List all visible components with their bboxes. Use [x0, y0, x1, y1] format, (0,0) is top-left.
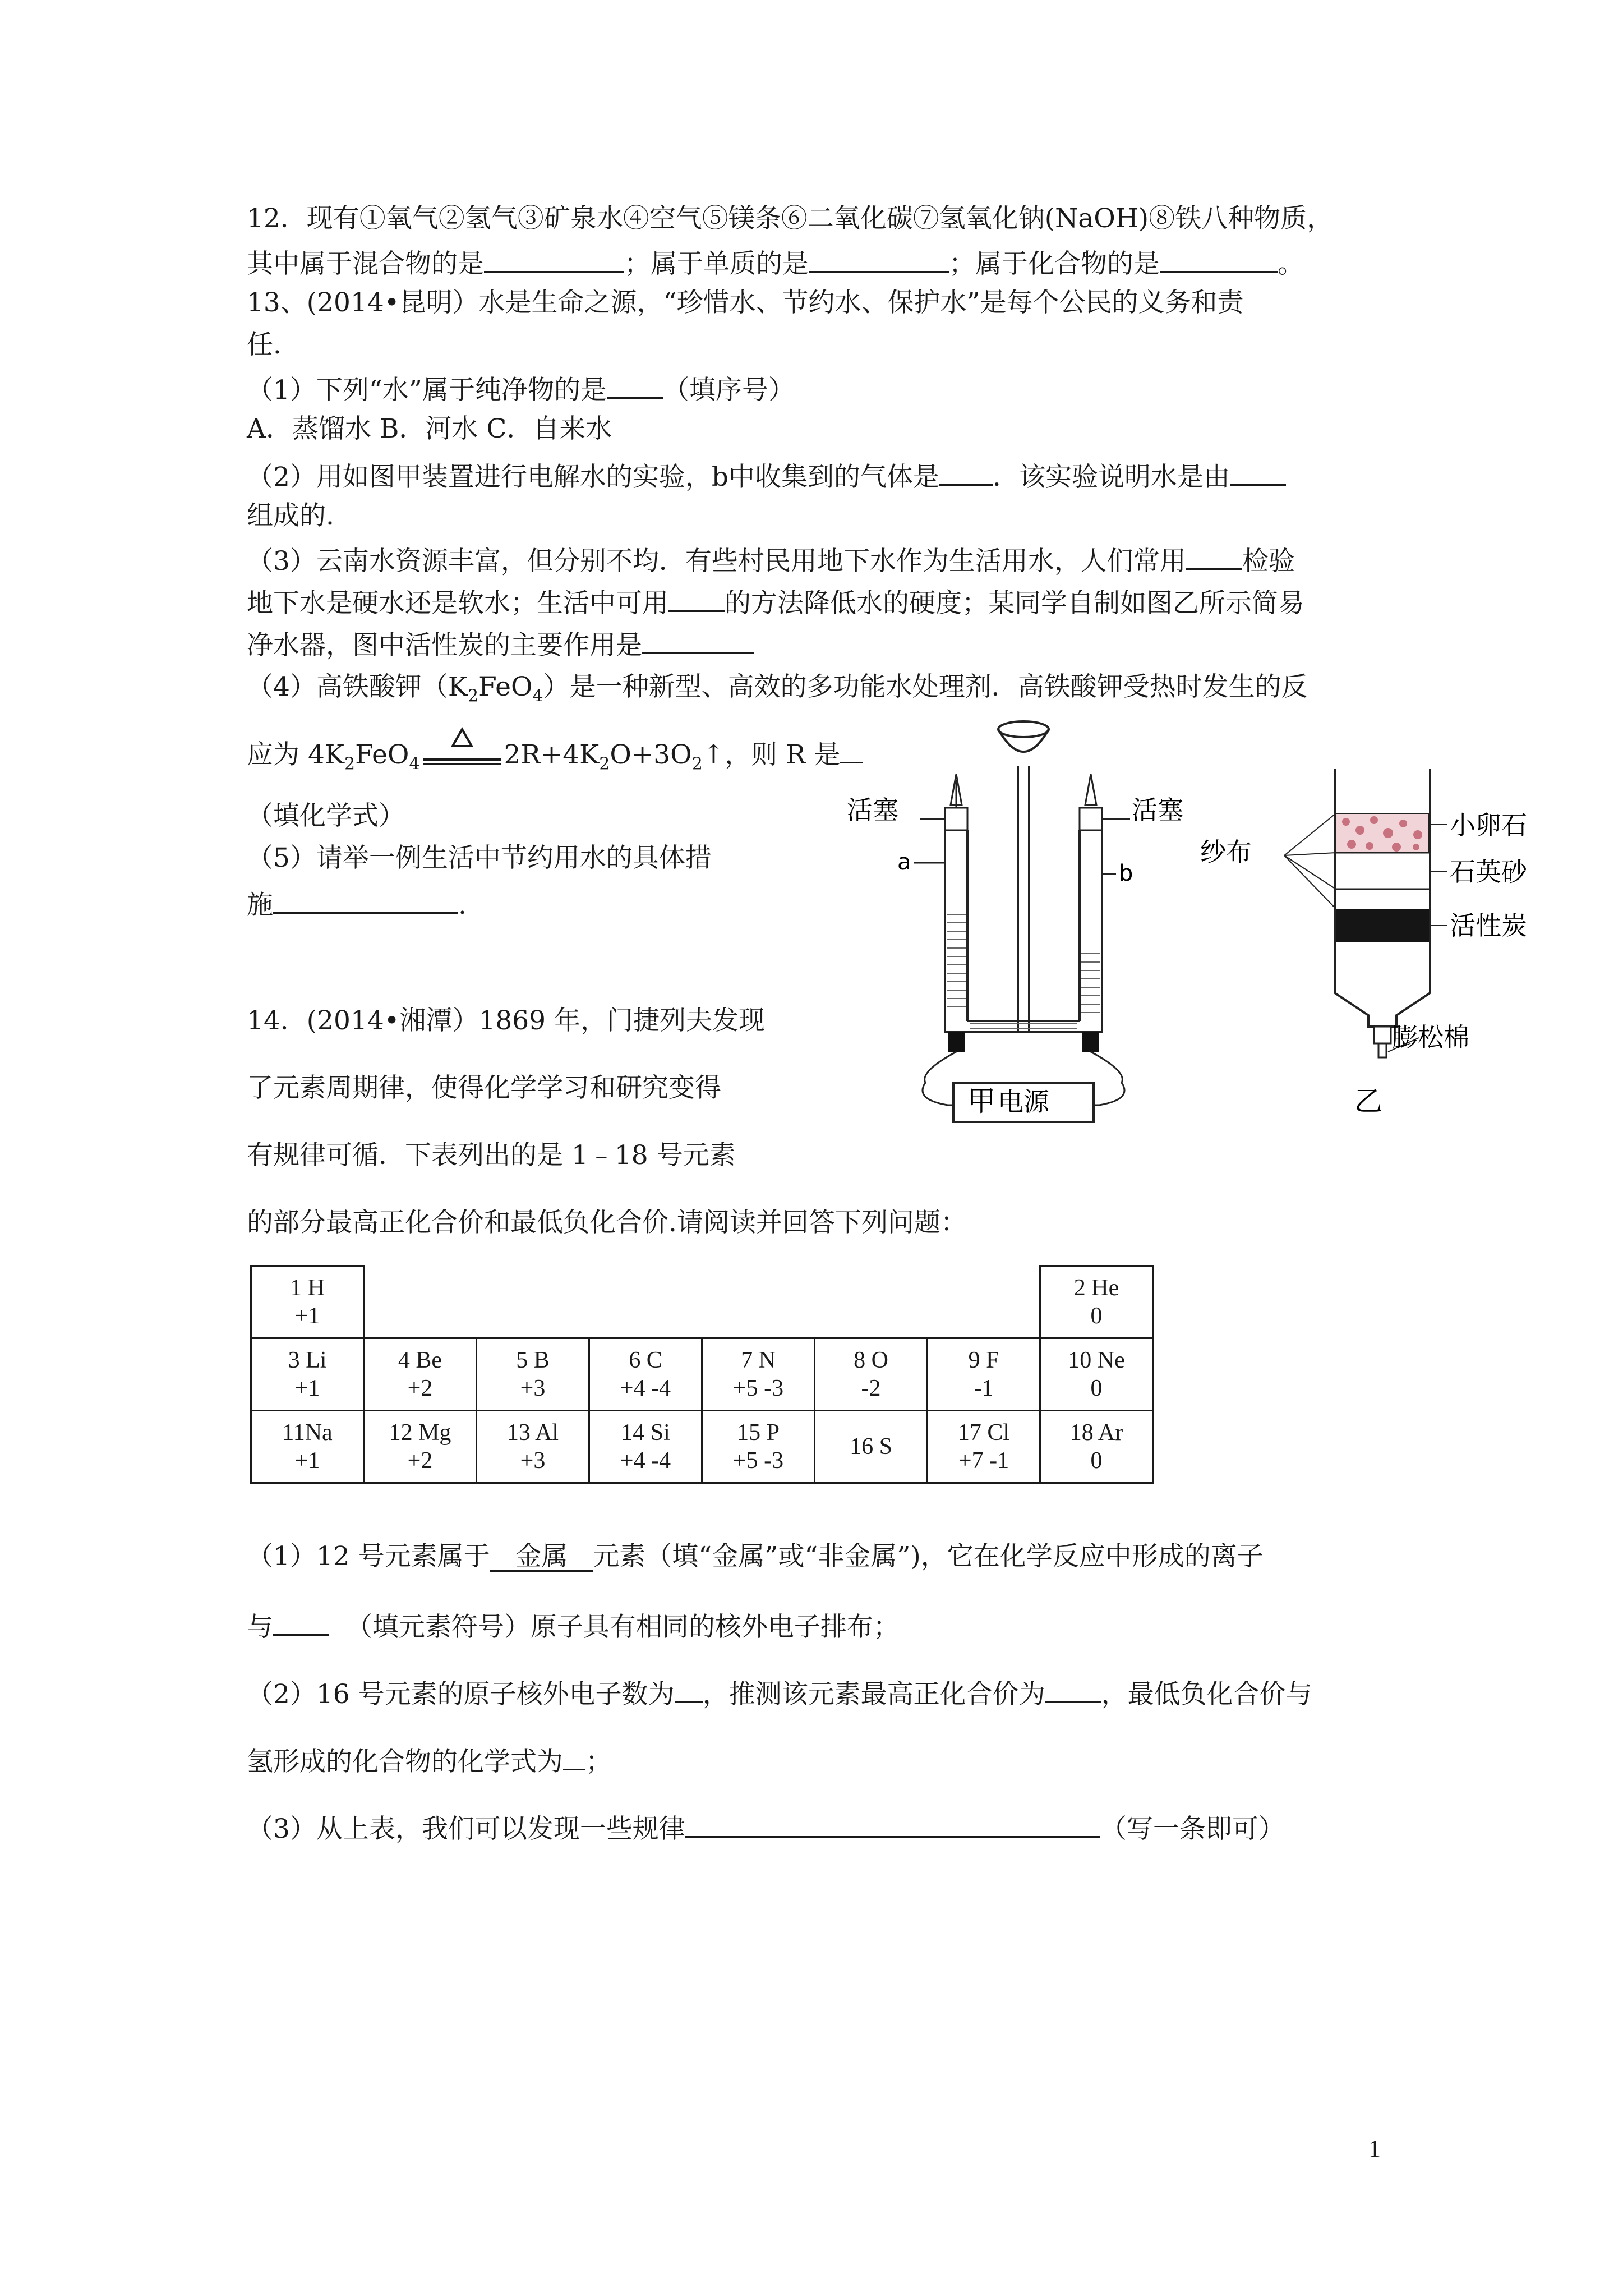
q14-part1-answer-text: 金属 — [515, 1541, 568, 1572]
q13-part3-text4: 的方法降低水的硬度；某同学自制如图乙所示简易 — [725, 588, 1304, 619]
q13-part1-blank[interactable] — [607, 370, 663, 399]
q13-part2-text2: ．该实验说明水是由 — [993, 462, 1230, 493]
q13-part4-sub2: 4 — [532, 686, 543, 706]
heat-arrow-icon — [420, 747, 504, 781]
cell-valence: +5 -3 — [732, 1375, 784, 1401]
q13-part4-t1: （4）高铁酸钾（K — [247, 671, 468, 702]
stopcock-right-label: 活塞 — [1132, 795, 1183, 825]
q12-compound-label: ；属于化合物的是 — [949, 249, 1160, 279]
cell-symbol: 4 Be — [398, 1347, 442, 1373]
q13-part3-line1 — [247, 541, 1295, 578]
diagram-jia-caption — [948, 1077, 1015, 1122]
cell-valence: +2 — [407, 1375, 433, 1401]
cotton-label: 膨松棉 — [1392, 1022, 1469, 1052]
cell-symbol: 7 N — [741, 1347, 776, 1373]
q13-part3-text: （3）云南水资源丰富，但分别不均．有些村民用地下水作为生活用水，人们常用 — [247, 546, 1186, 577]
cell-valence: +3 — [520, 1448, 546, 1474]
q13-part3-test-blank[interactable] — [1186, 541, 1242, 570]
cell-symbol: 5 B — [516, 1347, 550, 1373]
pebbles-label: 小卵石 — [1450, 810, 1527, 840]
diagram-yi-caption — [1335, 1077, 1402, 1122]
table-cell — [1040, 1411, 1153, 1483]
cell-valence: -1 — [974, 1375, 994, 1401]
cell-valence: 0 — [1090, 1375, 1103, 1401]
q13-options: A．蒸馏水 B．河水 C．自来水 — [247, 413, 612, 444]
q13-part4-t3: ）是一种新型、高效的多功能水处理剂．高铁酸钾受热时发生的反 — [543, 671, 1308, 702]
q14-part2-text2: ，推测该元素最高正化合价为 — [702, 1679, 1045, 1710]
cell-valence: +4 -4 — [620, 1375, 671, 1401]
gauze-label: 纱布 — [1200, 837, 1252, 867]
eq-feo: FeO — [355, 739, 409, 770]
cell-valence: +1 — [294, 1303, 320, 1329]
q13-part5-blank[interactable] — [273, 885, 458, 914]
q13-part5-text: 施 — [247, 890, 273, 921]
table-cell-he — [1040, 1266, 1153, 1338]
table-gap — [364, 1266, 1040, 1338]
q13-part4-hint: （填化学式） — [247, 800, 405, 831]
q14-part1-text3: 与 — [247, 1612, 273, 1642]
table-cell — [928, 1338, 1040, 1411]
page-number: 1 — [1368, 2135, 1381, 2162]
q12-mixture-label: 其中属于混合物的是 — [247, 249, 484, 279]
table-cell — [1040, 1338, 1153, 1411]
q14-part2-text4: 氢形成的化合物的化学式为 — [247, 1746, 563, 1777]
quartz-sand-label: 石英砂 — [1450, 857, 1527, 887]
cell-valence: +1 — [294, 1448, 320, 1474]
q14-part1-text4: （填元素符号）原子具有相同的核外电子排布； — [345, 1612, 900, 1642]
element-valence-table — [250, 1265, 1154, 1484]
table-cell — [477, 1411, 589, 1483]
q14-part1-line1 — [247, 1540, 1264, 1573]
eq-sub4: 2 — [691, 754, 703, 774]
table-row — [251, 1411, 1153, 1483]
q13-part4-equation — [247, 735, 863, 781]
q13-part2-end: 组成的. — [247, 500, 334, 531]
table-row — [251, 1338, 1153, 1411]
q13-part3-text2: 检验 — [1242, 546, 1295, 577]
cell-symbol: 17 Cl — [957, 1420, 1010, 1446]
table-cell — [589, 1338, 702, 1411]
eq-sub1: 2 — [344, 754, 356, 774]
eq-post: ↑，则 R 是 — [702, 739, 841, 770]
cell-symbol: 14 Si — [621, 1420, 670, 1446]
activated-carbon-label: 活性炭 — [1450, 910, 1527, 941]
table-cell — [251, 1411, 364, 1483]
table-cell-h — [251, 1266, 364, 1338]
q14-part3-rule-blank[interactable] — [685, 1809, 1100, 1838]
cell-valence: +4 -4 — [620, 1448, 671, 1474]
q14-line1: 14．(2014•湘潭）1869 年，门捷列夫发现 — [247, 1005, 766, 1036]
q14-part2-line1 — [247, 1674, 1312, 1711]
q13-part5-period: . — [458, 890, 467, 921]
q13-part1-hint: （填序号） — [662, 375, 795, 406]
q13-part5-line1: （5）请举一例生活中节约用水的具体措 — [247, 843, 712, 873]
q13-part3-text5: 净水器，图中活性炭的主要作用是 — [247, 630, 642, 661]
q12-compound-blank[interactable] — [1160, 244, 1278, 273]
q12-mixture-blank[interactable] — [484, 244, 624, 273]
table-cell — [477, 1338, 589, 1411]
eq-sub3: 2 — [599, 754, 610, 774]
cell-valence: +3 — [520, 1375, 546, 1401]
q13-part3-line3 — [247, 625, 754, 662]
eq-sub2: 4 — [409, 754, 420, 774]
q14-part2-line2 — [247, 1742, 612, 1779]
cell-symbol: 16 S — [850, 1434, 892, 1460]
q14-part1-symbol-blank[interactable] — [273, 1607, 329, 1636]
cell-symbol: 6 C — [629, 1347, 662, 1373]
eq-o2: O+3O — [610, 739, 692, 770]
cell-symbol: 11Na — [282, 1420, 333, 1446]
q13-part2-composition-blank[interactable] — [1230, 457, 1286, 486]
table-cell — [251, 1338, 364, 1411]
cell-symbol: 8 O — [854, 1347, 888, 1373]
cell-valence: -2 — [861, 1375, 881, 1401]
q14-part1-text: （1）12 号元素属于 — [247, 1541, 490, 1572]
q14-part2-valence-blank[interactable] — [1045, 1674, 1101, 1703]
cell-symbol: 9 F — [968, 1347, 999, 1373]
q13-part4-sub1: 2 — [468, 686, 479, 706]
cell-symbol: 18 Ar — [1069, 1420, 1123, 1446]
q14-part3-text: （3）从上表，我们可以发现一些规律 — [247, 1814, 685, 1844]
q14-part3 — [247, 1809, 1285, 1846]
q13-part1 — [247, 370, 795, 407]
q13-part3-line2 — [247, 583, 1304, 620]
table-row — [251, 1266, 1153, 1338]
cell-symbol: 12 Mg — [389, 1420, 451, 1446]
electrolysis-apparatus-diagram — [836, 712, 1228, 1133]
q13-part4-line1 — [247, 670, 1308, 713]
stopcock-left-label: 活塞 — [847, 795, 898, 825]
q13-part1-text: （1）下列“水”属于纯净物的是 — [247, 375, 607, 406]
cell-symbol: 3 Li — [288, 1347, 327, 1373]
q12-line2 — [247, 244, 1304, 281]
q13-line1: 13、(2014•昆明）水是生命之源，“珍惜水、节约水、保护水”是每个公民的义务和责 — [247, 287, 1244, 318]
table-cell — [702, 1338, 815, 1411]
table-cell — [815, 1338, 928, 1411]
q14-part2-text3: ，最低负化合价与 — [1101, 1679, 1312, 1710]
q14-part2-semicolon: ； — [585, 1746, 612, 1777]
q12-element-blank[interactable] — [809, 244, 949, 273]
cell-valence: 0 — [1090, 1303, 1103, 1329]
table-cell — [702, 1411, 815, 1483]
q13-part5-line2 — [247, 885, 467, 922]
table-cell-sulfur — [815, 1411, 928, 1483]
q14-part3-hint: （写一条即可） — [1100, 1814, 1285, 1844]
q12-element-label: ；属于单质的是 — [624, 249, 809, 279]
q13-part2-text: （2）用如图甲装置进行电解水的实验，b中收集到的气体是 — [247, 462, 939, 493]
table-cell — [589, 1411, 702, 1483]
q14-part2-electron-blank[interactable] — [675, 1674, 703, 1703]
cell-symbol: 1 H — [290, 1275, 325, 1301]
caption-jia: 甲 — [967, 1085, 995, 1117]
eq-rhs: 2R+4K — [504, 739, 600, 770]
q14-part1-text2: 元素（填“金属”或“非金属”)，它在化学反应中形成的离子 — [593, 1541, 1264, 1572]
q13-part3-carbon-blank[interactable] — [642, 625, 754, 654]
q12-line1: 12．现有①氧气②氢气③矿泉水④空气⑤镁条⑥二氧化碳⑦氢氧化钠(NaOH)⑧铁八种物质， — [247, 203, 1334, 234]
q14-part2-text: （2）16 号元素的原子核外电子数为 — [247, 1679, 675, 1710]
q13-part2-gas-blank[interactable] — [939, 457, 993, 486]
table-cell — [364, 1338, 477, 1411]
tube-b-label: b — [1119, 861, 1133, 886]
cell-symbol: 13 Al — [506, 1420, 559, 1446]
q14-line4: 的部分最高正化合价和最低负化合价.请阅读并回答下列问题： — [247, 1207, 967, 1238]
q13-part3-text3: 地下水是硬水还是软水；生活中可用 — [247, 588, 668, 619]
table-cell — [364, 1411, 477, 1483]
cell-valence: +7 -1 — [958, 1448, 1009, 1474]
q14-line3: 有规律可循．下表列出的是 1﹣18 号元素 — [247, 1140, 736, 1171]
q12-period: 。 — [1278, 249, 1304, 279]
q14-line2: 了元素周期律，使得化学学习和研究变得 — [247, 1073, 721, 1103]
q14-part1-answer[interactable] — [490, 1541, 593, 1572]
cell-valence: +2 — [407, 1448, 433, 1474]
tube-a-label: a — [897, 849, 911, 875]
cell-valence: +1 — [294, 1375, 320, 1401]
cell-symbol: 10 Ne — [1068, 1347, 1125, 1373]
table-cell — [928, 1411, 1040, 1483]
cell-symbol: 15 P — [737, 1420, 780, 1446]
caption-yi: 乙 — [1354, 1085, 1382, 1117]
cell-valence: 0 — [1090, 1448, 1103, 1474]
q13-part2 — [247, 457, 1286, 494]
cell-valence: +5 -3 — [732, 1448, 784, 1474]
q14-part1-line2 — [247, 1607, 900, 1644]
eq-lhs: 应为 4K — [247, 739, 344, 770]
q14-part2-formula-blank[interactable] — [563, 1742, 585, 1770]
q13-part3-method-blank[interactable] — [668, 583, 725, 612]
power-supply-label: 电源 — [998, 1087, 1049, 1117]
cell-symbol: 2 He — [1073, 1275, 1119, 1301]
q13-line2: 任. — [247, 329, 282, 360]
q13-part4-t2: FeO — [478, 671, 533, 702]
